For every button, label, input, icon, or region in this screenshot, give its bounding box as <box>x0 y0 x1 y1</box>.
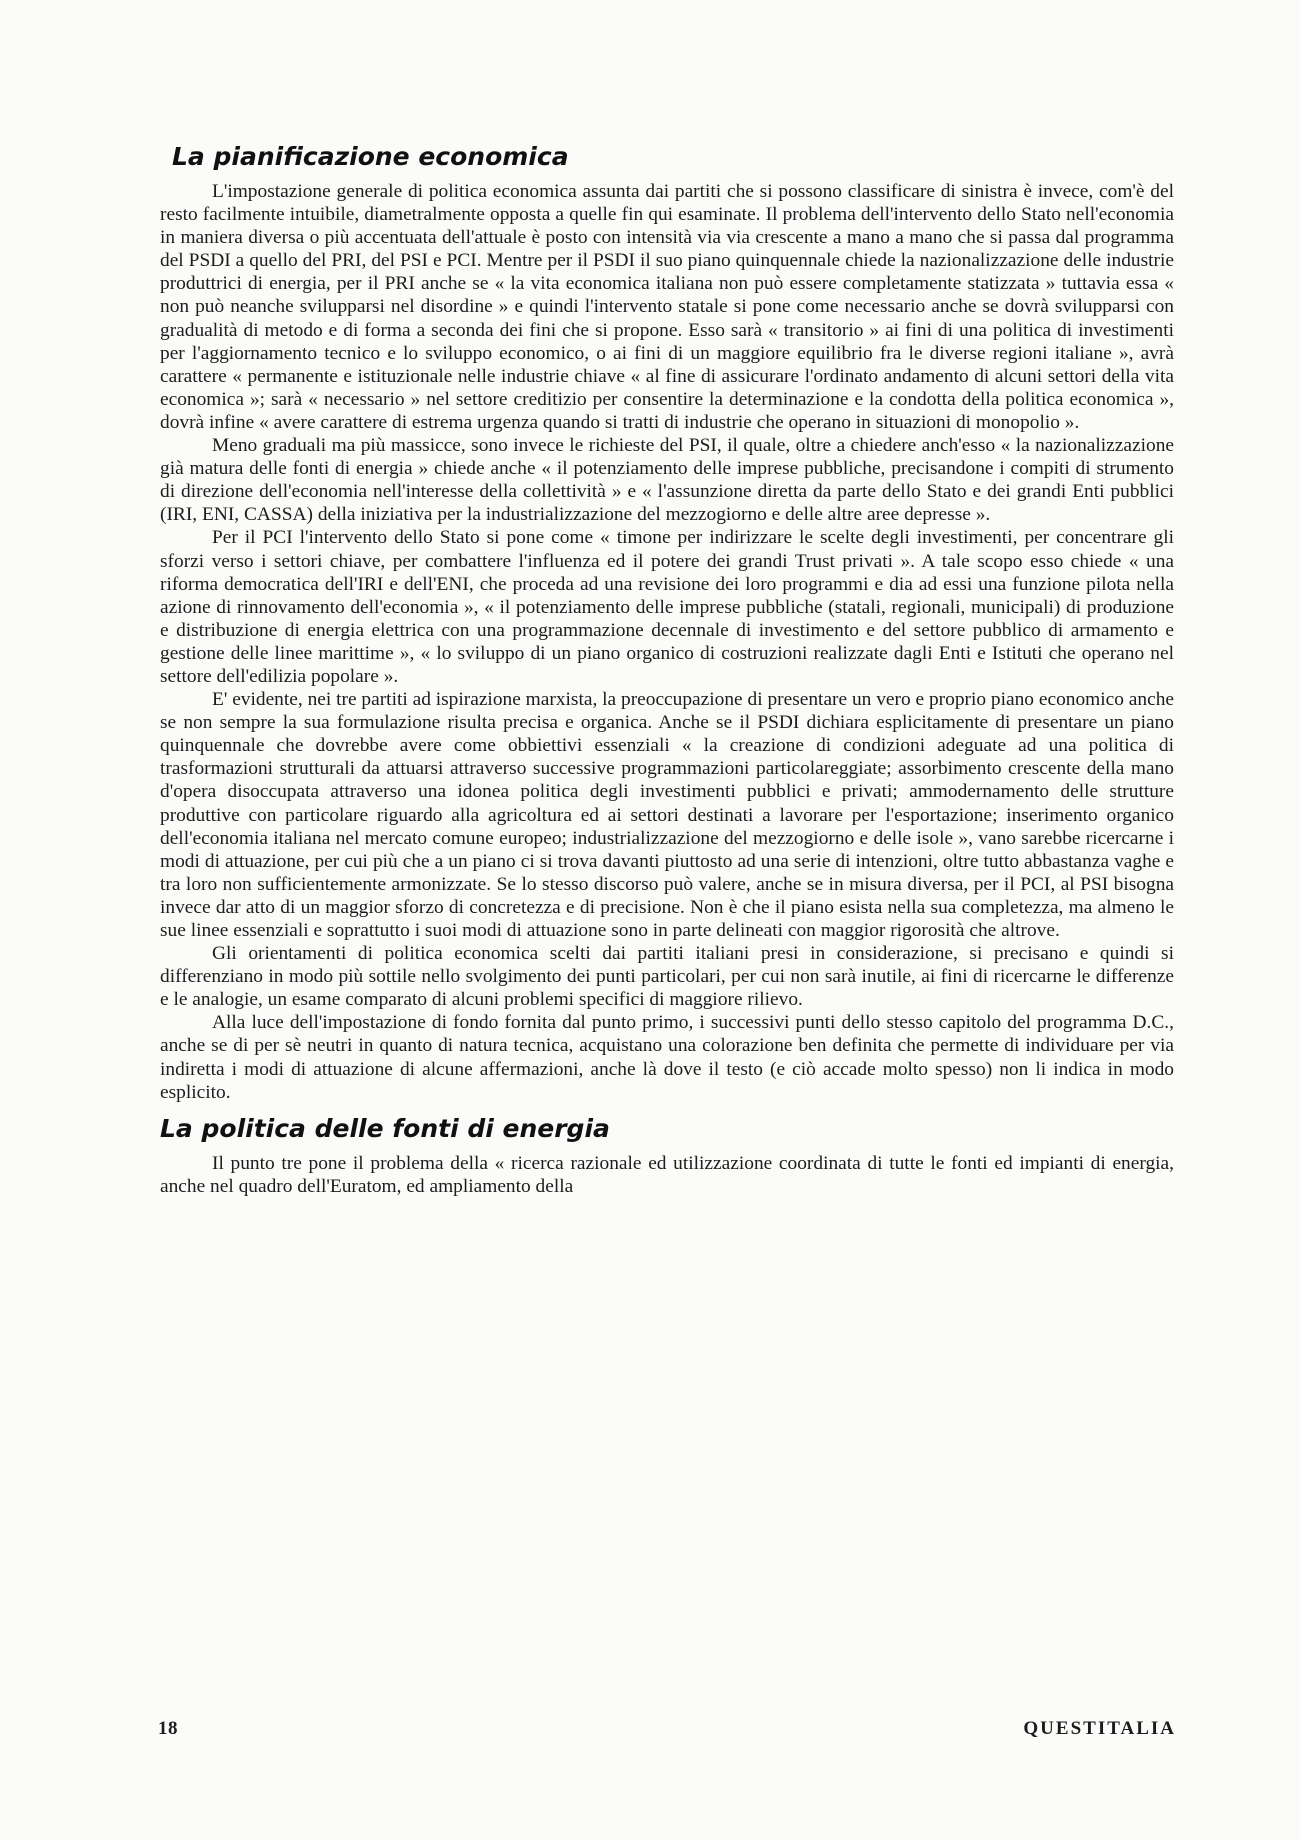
page-footer <box>158 1718 1176 1740</box>
article-body <box>160 142 1174 1198</box>
section-heading-pianificazione: La pianificazione economica <box>172 142 569 171</box>
paragraph: L'impostazione generale di politica economica assunta dai partiti che si possono classificare di sinistra è invece, com'è del resto facilmente intuibile, diametralmente opposta a quelle fin qui esaminate. Il problema dell'intervento dello Stato nell'economia in maniera diversa o più accentuata dell'attuale è posto con intensità via via crescente a mano a mano che si passa dal programma del PSDI a quello del PRI, del PSI e PCI. Mentre per il PSDI il suo piano quinquennale chiede la nazionalizzazione delle industrie produttrici di energia, per il PRI anche se « la vita economica italiana non può essere completamente statizzata » tuttavia essa « non può neanche svilupparsi nel disordine » e quindi l'intervento statale si pone come necessario anche se dovrà svilupparsi con gradualità di metodo e di forma a seconda dei fini che si propone. Esso sarà « transitorio » ai fini di una politica di investimenti per l'aggiornamento tecnico e lo sviluppo economico, o ai fini di un maggiore equilibrio fra le diverse regioni italiane », avrà carattere « permanente e istituzionale nelle industrie chiave « al fine di assicurare l'ordinato andamento di alcuni settori della vita economica »; sarà « necessario » nel settore creditizio per consentire la determinazione e la condotta della politica economica », dovrà infine « avere carattere di estrema urgenza quando si tratti di industrie che operano in situazioni di monopolio ». <box>160 181 1174 433</box>
paragraph: Gli orientamenti di politica economica scelti dai partiti italiani presi in considerazione, si precisano e quindi si differenziano in modo più sottile nello svolgimento dei punti particolari, per cui non sarà inutile, ai fini di ricercarne le differenze e le analogie, un esame comparato di alcuni problemi specifici di maggiore rilievo. <box>160 943 1174 1011</box>
paragraph: E' evidente, nei tre partiti ad ispirazione marxista, la preoccupazione di presentare un vero e proprio piano economico anche se non sempre la sua formulazione risulta precisa e organica. Anche se il PSDI dichiara esplicitamente di presentare un piano quinquennale che dovrebbe avere come obbiettivi essenziali « la creazione di condizioni adeguate ad una politica di trasformazioni strutturali da attuarsi attraverso successive programmazioni particolareggiate; assorbimento crescente della mano d'opera disoccupata attraverso una idonea politica degli investimenti pubblici e privati; ammodernamento delle strutture produttive con particolare riguardo alla agricoltura ed ai settori destinati a lavorare per l'esportazione; inserimento organico dell'economia italiana nel mercato comune europeo; industrializzazione del mezzogiorno e delle isole », vano sarebbe ricercarne i modi di attuazione, per cui più che a un piano ci si trova davanti piuttosto ad una serie di intenzioni, oltre tutto abbastanza vaghe e tra loro non sufficientemente armonizzate. Se lo stesso discorso può valere, anche se in misura diversa, per il PCI, al PSI bisogna invece dar atto di un maggior sforzo di concretezza e di precisione. Non è che il piano esista nella sua completezza, ma almeno le sue linee essenziali e soprattutto i suoi modi di attuazione sono in parte delineati con maggior rigorosità che altrove. <box>160 689 1174 941</box>
section-heading-energia: La politica delle fonti di energia <box>160 1113 610 1143</box>
journal-name: QUESTITALIA <box>1023 1718 1176 1739</box>
page-number: 18 <box>158 1718 178 1739</box>
paragraph: Per il PCI l'intervento dello Stato si pone come « timone per indirizzare le scelte degli investimenti, per concentrare gli sforzi verso i settori chiave, per combattere l'influenza ed il potere dei grandi Trust privati ». A tale scopo esso chiede « una riforma democratica dell'IRI e dell'ENI, che proceda ad una revisione dei loro programmi e dia ad essi una funzione pilota nella azione di rinnovamento dell'economia », « il potenziamento delle imprese pubbliche (statali, regionali, municipali) di produzione e distribuzione di energia elettrica con una programmazione decennale di investimento e del settore pubblico di armamento e gestione delle linee marittime », « lo sviluppo di un piano organico di costruzioni realizzate dagli Enti e Istituti che operano nel settore dell'edilizia popolare ». <box>160 527 1174 687</box>
paragraph: Il punto tre pone il problema della « ricerca razionale ed utilizzazione coordinata di tutte le fonti ed impianti di energia, anche nel quadro dell'Euratom, ed ampliamento della <box>160 1152 1174 1197</box>
paragraph: Alla luce dell'impostazione di fondo fornita dal punto primo, i successivi punti dello stesso capitolo del programma D.C., anche se di per sè neutri in quanto di natura tecnica, acquistano una colorazione ben definita che permette di individuare per via indiretta i modi di attuazione di alcune affermazioni, anche là dove il testo (e ciò accade molto spesso) non li indica in modo esplicito. <box>160 1012 1174 1103</box>
paragraph: Meno graduali ma più massicce, sono invece le richieste del PSI, il quale, oltre a chiedere anch'esso « la nazionalizzazione già matura delle fonti di energia » chiede anche « il potenziamento delle imprese pubbliche, precisandone i compiti di strumento di direzione dell'economia nell'interesse della collettività » e « l'assunzione diretta da parte dello Stato e dei grandi Enti pubblici (IRI, ENI, CASSA) della iniziativa per la industrializzazione del mezzogiorno e delle altre aree depresse ». <box>160 435 1174 526</box>
